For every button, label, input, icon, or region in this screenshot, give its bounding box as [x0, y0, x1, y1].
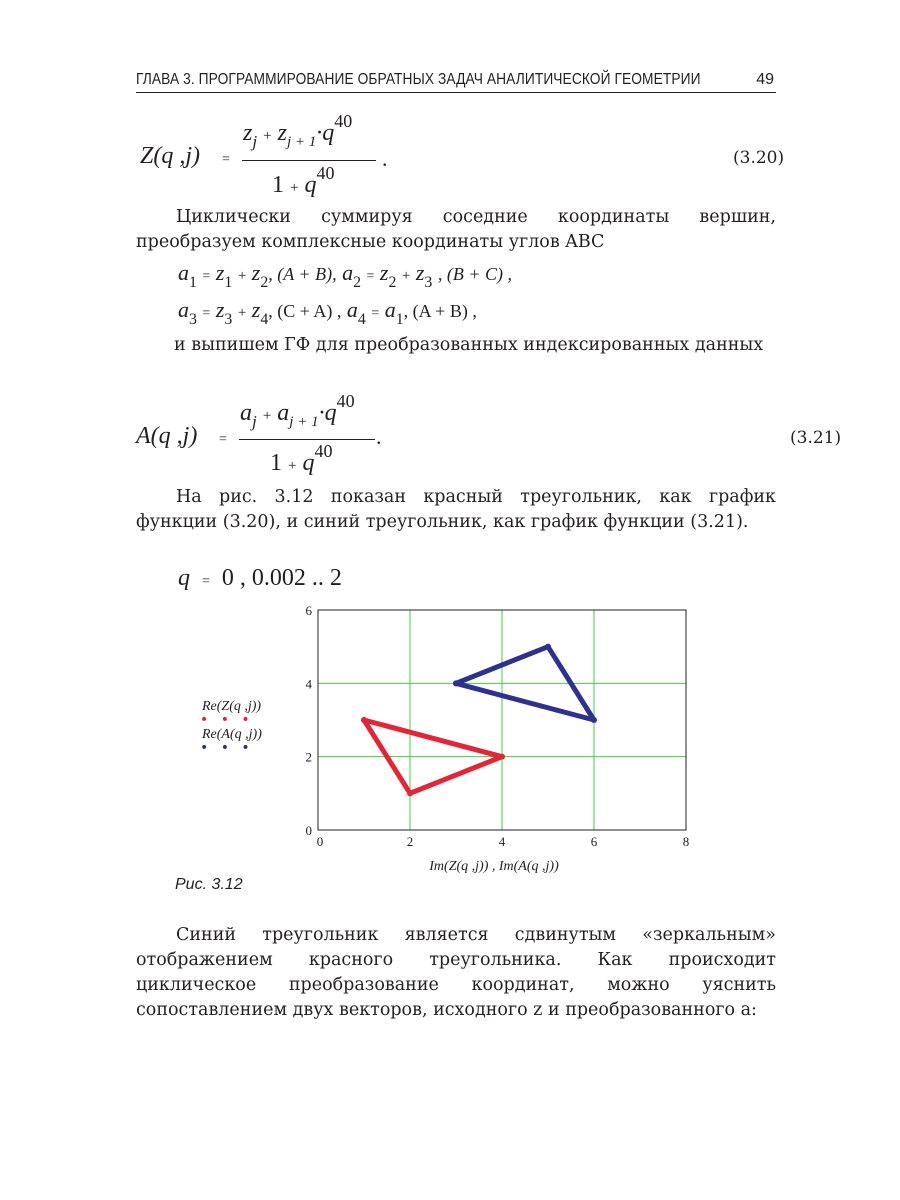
paragraph: На рис. 3.12 показан красный треугольник, как график функции (3.20), и синий треугольник, как график функции (3.21).: [136, 487, 776, 532]
assignment-line-1: $a_1 = z_1 + z_2$, (A + B), $a_2 = z_2 + z_3$ , (B + C) ,: [178, 260, 512, 291]
data-point: [407, 790, 413, 796]
data-point: [591, 717, 597, 723]
eq-lhs: A(q ,j): [136, 423, 198, 449]
x-tick-label: 8: [682, 834, 690, 849]
data-point: [361, 717, 367, 723]
paragraph: и выпишем ГФ для преобразованных индексированных данных: [174, 335, 764, 355]
x-tick-label: 0: [316, 834, 324, 849]
x-tick-label: 2: [406, 834, 414, 849]
eq-equals: =: [219, 432, 227, 447]
legend-label: Re(A(q ,j)): [202, 727, 262, 742]
eq-lhs: Z(q ,j): [140, 143, 200, 169]
equation-number: (3.21): [790, 428, 842, 448]
assignment-line-2: $a_3 = z_3 + z_4$, (C + A) , $a_4 = a_1$, (A + B) ,: [178, 297, 477, 328]
legend-marker: • • •: [200, 712, 254, 728]
x-tick-label: 4: [498, 834, 506, 849]
range-definition: q = 0 , 0.002 .. 2: [178, 565, 342, 591]
y-tick-label: 0: [305, 823, 312, 838]
eq-period: .: [382, 146, 388, 171]
page-number: 49: [756, 71, 774, 88]
eq-equals: =: [222, 152, 230, 167]
running-header: [136, 66, 776, 93]
legend-label: Re(Z(q ,j)): [202, 699, 262, 714]
x-axis-label: Im(Z(q ,j)) , Im(A(q ,j)): [429, 859, 559, 874]
eq-period: .: [376, 424, 382, 449]
data-point: [453, 680, 459, 686]
fraction-bar: [242, 160, 376, 161]
triangle-chart: [190, 598, 720, 883]
y-tick-label: 4: [305, 676, 312, 692]
paragraph: Циклически суммируя соседние координаты вершин, преобразуем комплексные координаты углов ABC: [136, 207, 776, 252]
y-tick-label: 6: [305, 603, 312, 618]
paragraph: Синий треугольник является сдвинутым «зеркальным» отображением красного треугольника. Как происходит циклическое преобразование координат, можно уяснить сопоставлением двух векторов, исходного z и преобразованного a:: [136, 925, 776, 1020]
legend-marker: • • •: [200, 740, 254, 756]
data-point: [499, 754, 505, 760]
data-point: [545, 644, 551, 650]
y-tick-label: 2: [305, 749, 312, 765]
equation-number: (3.20): [733, 148, 785, 168]
eq-numerator: $a_j + a_{j + 1}\cdot q^{40}$: [240, 391, 355, 432]
eq-numerator: $z_j + z_{j + 1}\cdot q^{40}$: [243, 111, 353, 152]
fraction-bar: [239, 439, 375, 440]
eq-denominator: $1 + q^{40}$: [272, 163, 335, 198]
x-tick-label: 6: [590, 834, 598, 849]
chapter-title: ГЛАВА 3. ПРОГРАММИРОВАНИЕ ОБРАТНЫХ ЗАДАЧ АНАЛИТИЧЕСКОЙ ГЕОМЕТРИИ: [136, 71, 701, 88]
figure-caption: Рис. 3.12: [175, 876, 243, 893]
eq-denominator: $1 + q^{40}$: [270, 441, 333, 476]
